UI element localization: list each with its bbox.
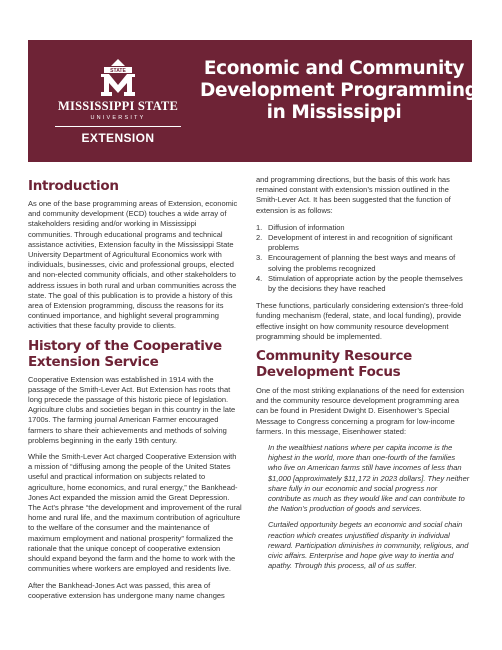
list-item-number: 4.	[256, 273, 263, 283]
quote-paragraph: In the wealthiest nations where per capita income is the highest in the world, more than one-fourth of the families who live on American farms still have incomes of less than $1,000 [approximately $11,172 in 2023 dollars]. They neither share fully in our economic and social progress nor contribute as much as they would like and can contribute to the Nation’s production of goods and services.	[268, 443, 470, 514]
heading-line: History of the Cooperative	[28, 337, 222, 354]
left-column	[28, 175, 242, 607]
logo-university-name: MISSISSIPPI STATE	[58, 99, 178, 113]
history-paragraph: Cooperative Extension was established in 1914 with the passage of the Smith-Lever Act. But Extension has roots that long precede the passage of this historic piece of legislation. Agriculture clubs and societies began in this country in the late 1700s. The farming journal American Farmer encouraged farmers to share their achievements and methods of solving problems beginning in the early 19th century.	[28, 374, 236, 445]
heading-line: Development Focus	[256, 364, 401, 381]
msu-extension-logo	[38, 58, 198, 154]
list-item-text: Diffusion of information	[268, 222, 345, 232]
list-item	[256, 223, 470, 233]
history-heading	[28, 338, 242, 370]
msu-emblem-icon	[95, 58, 141, 98]
right-column	[256, 175, 470, 578]
introduction-paragraph: As one of the base programming areas of Extension, economic and community development (ECD) touches a wide array of stakeholders residing and/or working in Mississippi communities. Through educational programs and technical assistance activities, Extension faculty in the Mississippi State University Department of Agricultural Economics work with individuals, businesses, civic and professional groups, elected and non-elected community officials, and other stakeholders to address issues in both rural and urban communities across the state. The goal of this publication is to provide a history of this area of Extension programming, discuss the reasons for its continued importance, and highlight several programming activities that these faculty provide to clients.	[28, 199, 238, 331]
logo-divider	[55, 126, 181, 127]
list-item-number: 2.	[256, 233, 263, 243]
community-resource-heading	[256, 348, 470, 380]
eisenhower-quote	[268, 443, 470, 571]
list-item-text: Encouragement of planning the best ways and means of solving the problems recognized	[268, 253, 456, 273]
community-resource-paragraph: One of the most striking explanations of the need for extension and the community resource development programming area can be found in President Dwight D. Eisenhower’s Special Message to Congress concerning a program for low-income farmers. In this message, Eisenhower stated:	[256, 386, 465, 436]
list-item	[256, 233, 470, 253]
heading-line: Extension Service	[28, 353, 159, 370]
list-item-number: 3.	[256, 253, 263, 263]
header-banner	[28, 40, 478, 162]
introduction-heading: Introduction	[28, 178, 119, 194]
title-line: Economic and Community	[203, 58, 465, 79]
history-paragraph: While the Smith-Lever Act charged Cooperative Extension with a mission of “diffusing among the people of the United States useful and practical information on subjects related to agriculture, home economics, and rural energy,” the Bankhead-Jones Act expanded the mission amid the Great Depression. The Act’s phrase “the development and improvement of the rural home and rural life, and the maximum contribution of agriculture to the welfare of the consumer and the maintenance of maximum employment and national prosperity” formalized the rationale that the unique concept of cooperative extension should expand beyond the farm and the home to work with the communities where workers are employed and residents live.	[28, 452, 242, 574]
list-item	[256, 274, 470, 294]
list-item-text: Stimulation of appropriate action by the people themselves by the decisions they have reached	[268, 273, 463, 294]
list-item-number: 1.	[256, 222, 263, 232]
document-title	[200, 58, 478, 124]
logo-university-word: UNIVERSITY	[90, 115, 146, 121]
title-line: in Mississippi	[266, 102, 402, 123]
history-paragraph: After the Bankhead-Jones Act was passed, this area of cooperative extension has undergone many name changes	[28, 580, 225, 600]
svg-text:STATE: STATE	[110, 68, 126, 74]
title-line: Development Programming	[200, 80, 478, 101]
quote-paragraph: Curtailed opportunity begets an economic and social chain reaction which creates unjustified disparity in individual reward. Participation diminishes in community, religious, and civic affairs. Enterprise and hope give way to inertia and apathy. Through this process, all of us suffer.	[268, 520, 469, 571]
heading-line: Community Resource	[256, 348, 413, 365]
continued-paragraph: and programming directions, but the basis of this work has remained constant with extension’s mission outlined in the Smith-Lever Act. It has been suggested that the function of extension is as follows:	[256, 175, 451, 215]
list-item-text: Development of interest in and recognition of significant problems	[268, 233, 453, 253]
functions-paragraph: These functions, particularly considering extension’s three-fold funding mechanism (federal, state, and local funding), provide effective insight on how community resource development programming should be implemented.	[256, 301, 464, 341]
logo-extension-word: EXTENSION	[81, 131, 155, 145]
list-item	[256, 253, 470, 273]
extension-functions-list	[256, 223, 470, 294]
